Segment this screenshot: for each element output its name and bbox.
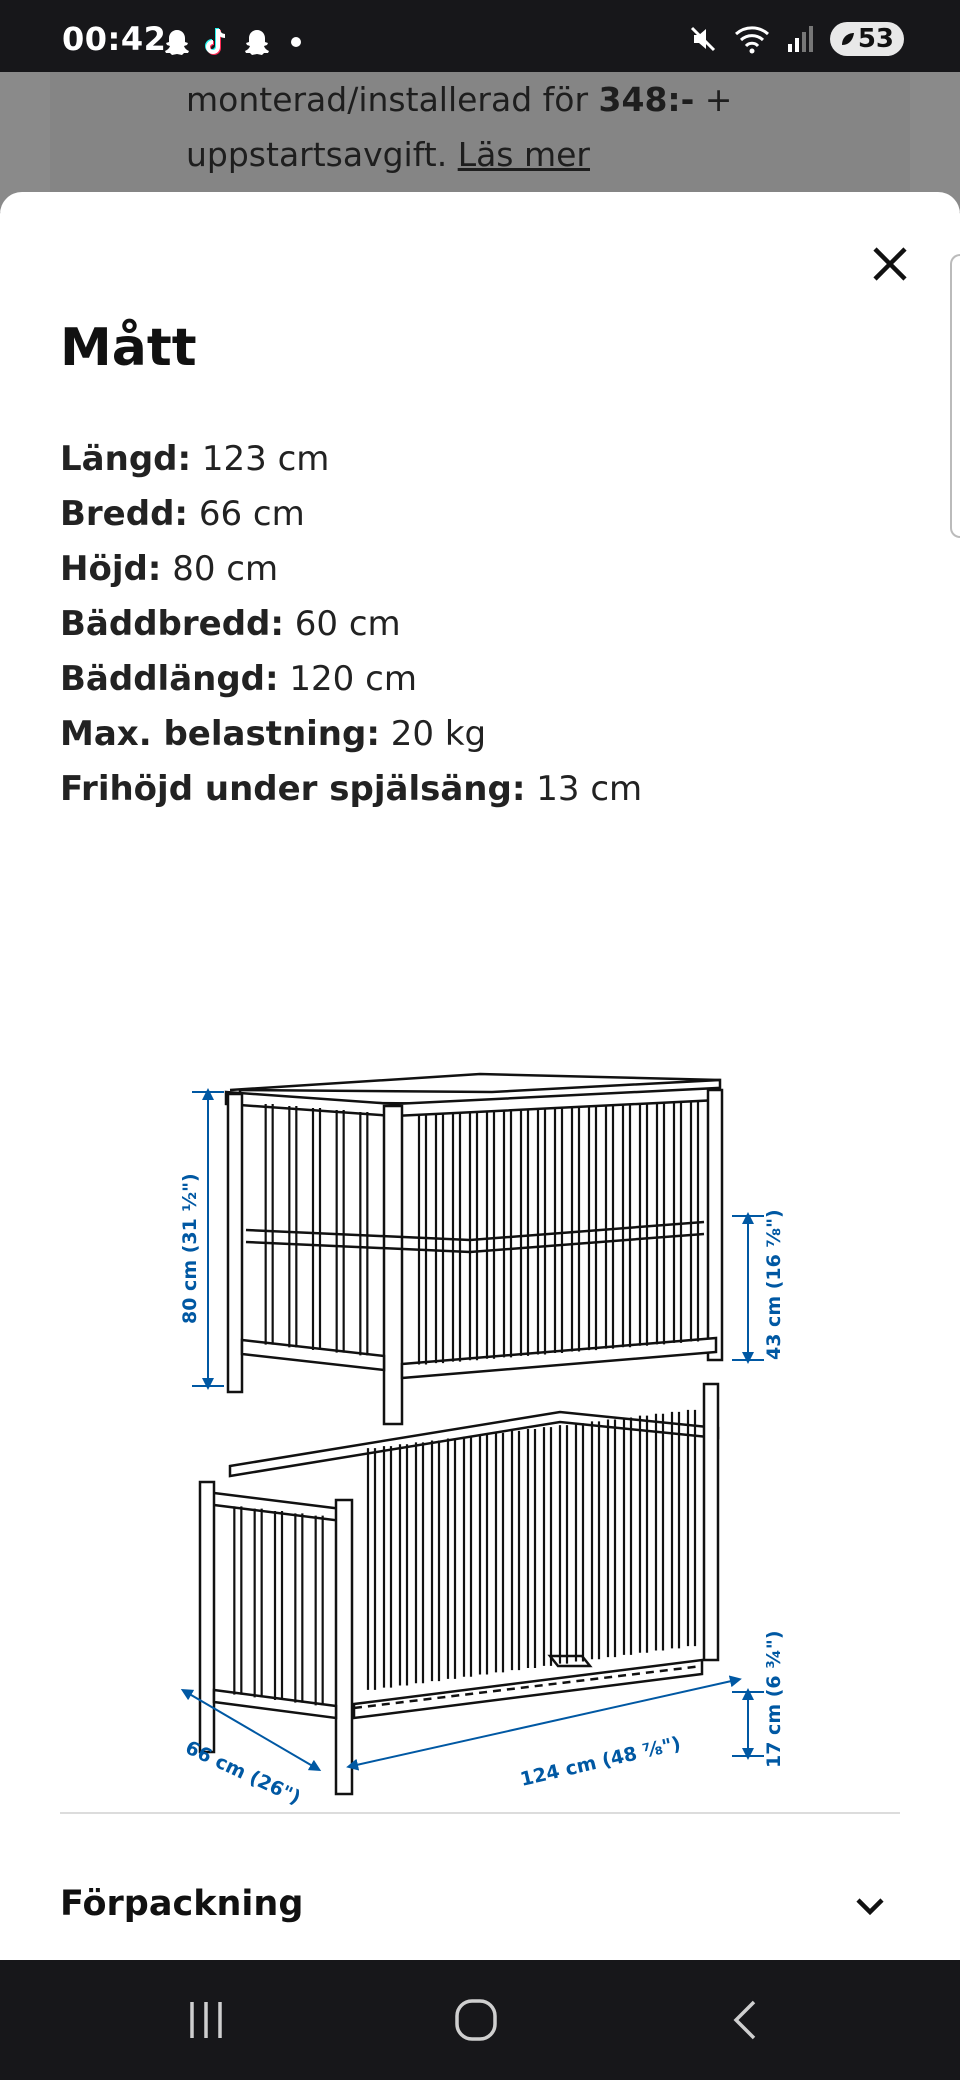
spec-row: [60, 707, 642, 762]
assembly-prefix: monterad/installerad för: [186, 80, 599, 119]
spec-label: Bäddlängd:: [60, 659, 279, 699]
assembly-info-text: [186, 72, 732, 182]
spec-value: 13 cm: [525, 769, 643, 809]
spec-value: 20 kg: [379, 714, 487, 754]
status-bar: [0, 0, 960, 72]
assembly-suffix: +: [694, 80, 733, 119]
mute-icon: [688, 24, 718, 54]
battery-icon: [838, 29, 858, 49]
system-icons: [688, 22, 904, 56]
clearance-label: 17 cm (6 ¾"): [763, 1630, 785, 1768]
sheet-title: Mått: [60, 318, 197, 378]
dimensions-sheet: [0, 192, 960, 1960]
recent-apps-icon: [184, 1998, 228, 2042]
packaging-section-toggle[interactable]: [0, 1882, 960, 1960]
crib-dimensions-diagram: [170, 872, 790, 1810]
back-icon: [724, 1998, 768, 2042]
spec-label: Längd:: [60, 439, 192, 479]
spec-row: [60, 652, 642, 707]
tiktok-icon: [202, 26, 232, 58]
signal-icon: [786, 24, 816, 54]
home-button[interactable]: [436, 1988, 516, 2052]
height-label: 80 cm (31 ½"): [179, 1173, 201, 1324]
crib-slats-side: [266, 1104, 368, 1355]
back-button[interactable]: [706, 1988, 786, 2052]
dot-icon: [282, 27, 306, 57]
crib-slats-end: [234, 1506, 322, 1705]
packaging-section-label: Förpackning: [60, 1884, 304, 1924]
wifi-icon: [732, 24, 772, 54]
assembly-line-2: [186, 127, 732, 182]
spec-row: [60, 487, 642, 542]
page-backdrop[interactable]: [0, 72, 960, 212]
read-more-link[interactable]: Läs mer: [457, 135, 590, 174]
notification-icons: [162, 26, 306, 58]
close-icon: [872, 246, 908, 282]
bed-height-label: 43 cm (16 ⅞"): [763, 1209, 785, 1360]
recent-apps-button[interactable]: [166, 1988, 246, 2052]
close-button[interactable]: [864, 238, 916, 290]
spec-value: 60 cm: [283, 604, 401, 644]
spec-value: 66 cm: [188, 494, 305, 534]
assembly-price: 348:-: [598, 80, 695, 119]
spec-label: Bredd:: [60, 494, 189, 534]
width-label: 66 cm (26"): [181, 1736, 304, 1810]
dimension-specs: [60, 432, 642, 817]
section-divider: [60, 1812, 900, 1814]
spec-value: 80 cm: [161, 549, 279, 589]
spec-row: [60, 762, 642, 817]
spec-label: Max. belastning:: [60, 714, 380, 754]
spec-label: Bäddbredd:: [60, 604, 284, 644]
battery-indicator: [830, 22, 904, 56]
length-label: 124 cm (48 ⅞"): [518, 1732, 683, 1791]
spec-row: [60, 597, 642, 652]
scroll-indicator[interactable]: [950, 254, 960, 538]
spec-value: 120 cm: [278, 659, 417, 699]
spec-row: [60, 542, 642, 597]
startup-fee-text: uppstartsavgift.: [186, 135, 458, 174]
snapchat-icon: [242, 27, 272, 57]
assembly-line-1: [186, 72, 732, 127]
spec-label: Frihöjd under spjälsäng:: [60, 769, 526, 809]
status-time: 00:42: [62, 20, 167, 58]
crib-slats-back: [368, 1410, 695, 1690]
chevron-down-icon: [852, 1888, 888, 1924]
home-icon: [454, 1998, 498, 2042]
snapchat-icon: [162, 27, 192, 57]
spec-row: [60, 432, 642, 487]
battery-level: 53: [857, 24, 894, 54]
spec-label: Höjd:: [60, 549, 162, 589]
spec-value: 123 cm: [191, 439, 330, 479]
system-nav-bar: [0, 1960, 960, 2080]
